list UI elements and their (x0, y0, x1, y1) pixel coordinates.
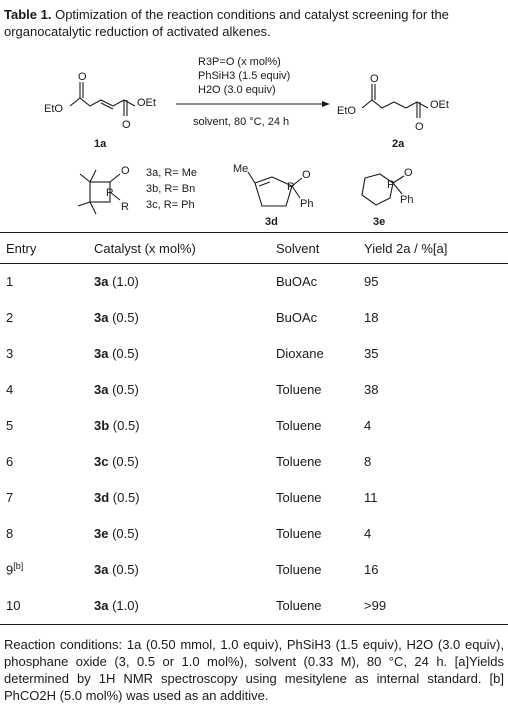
entry-value: 5 (6, 417, 14, 433)
cell-entry (0, 371, 94, 407)
cell-solvent (276, 407, 364, 443)
catalyst-id: 3a (94, 561, 109, 577)
table-caption (4, 6, 504, 40)
product-structure (362, 84, 428, 118)
catalyst-id: 3a (94, 273, 109, 289)
catalyst-loading: (0.5) (112, 453, 139, 469)
cell-yield (364, 515, 508, 551)
caption-text: Optimization of the reaction conditions and catalyst screening for the organocatalytic reduction of activated alkenes. (4, 7, 449, 39)
cell-solvent (276, 299, 364, 335)
catalyst-loading: (0.5) (112, 309, 139, 325)
atom-o: O (404, 167, 413, 179)
atom-oet: OEt (430, 99, 449, 111)
solvent-value: BuOAc (276, 309, 318, 325)
solvent-value: Toluene (276, 561, 322, 577)
cell-yield (364, 479, 508, 515)
yield-value: >99 (364, 597, 387, 613)
atom-ph: Ph (300, 198, 314, 210)
atom-o: O (121, 165, 130, 177)
atom-eto: EtO (44, 103, 63, 115)
header-yield: Yield 2a / %[a] (364, 240, 448, 256)
yield-value: 18 (364, 309, 379, 325)
solvent-value: Toluene (276, 453, 322, 469)
entry-value: 10 (6, 597, 21, 613)
atom-p: P (287, 181, 295, 193)
catalyst-loading: (1.0) (112, 597, 139, 613)
atom-me: Me (233, 163, 249, 175)
atom-o: O (78, 71, 87, 83)
cell-catalyst (94, 551, 276, 587)
solvent-value: Toluene (276, 417, 322, 433)
catalyst-loading: (0.5) (112, 489, 140, 505)
cell-entry (0, 587, 94, 623)
catalyst-loading: (0.5) (112, 381, 139, 397)
table-header-row (0, 233, 508, 263)
atom-ph: Ph (400, 194, 414, 206)
yield-value: 4 (364, 417, 372, 433)
condition-2: PhSiH3 (1.5 equiv) (198, 70, 291, 82)
scheme-drawing (0, 48, 508, 230)
cell-yield (364, 371, 508, 407)
catalyst-3c-label: 3c, R= Ph (146, 199, 195, 211)
cell-entry (0, 299, 94, 335)
atom-o: O (122, 119, 131, 131)
atom-oet: OEt (137, 97, 156, 109)
cell-catalyst (94, 299, 276, 335)
catalyst-loading: (0.5) (112, 561, 139, 577)
cell-catalyst (94, 443, 276, 479)
entry-value: 9 (6, 562, 14, 578)
catalyst-id: 3e (94, 525, 109, 541)
condition-below: solvent, 80 °C, 24 h (193, 116, 290, 128)
catalyst-id: 3a (94, 309, 109, 325)
table-bottom-rule (0, 624, 508, 625)
entry-value: 3 (6, 345, 14, 361)
solvent-value: BuOAc (276, 273, 318, 289)
header-catalyst: Catalyst (x mol%) (94, 240, 196, 256)
yield-value: 8 (364, 453, 372, 469)
cell-catalyst (94, 407, 276, 443)
cell-solvent (276, 587, 364, 623)
entry-value: 2 (6, 309, 14, 325)
cell-yield (364, 587, 508, 623)
entry-value: 6 (6, 453, 14, 469)
table-row (0, 407, 508, 443)
yield-value: 35 (364, 345, 379, 361)
yield-value: 11 (364, 489, 378, 505)
header-entry: Entry (6, 240, 37, 256)
entry-footnote-mark: [b] (13, 560, 24, 571)
catalyst-id: 3a (94, 381, 109, 397)
header-solvent: Solvent (276, 240, 320, 256)
table-row (0, 443, 508, 479)
cell-entry (0, 335, 94, 371)
catalyst-id: 3c (94, 453, 109, 469)
entry-value: 4 (6, 381, 14, 397)
catalyst-loading: (0.5) (112, 525, 139, 541)
catalyst-loading: (0.5) (112, 345, 139, 361)
cell-solvent (276, 371, 364, 407)
cell-catalyst (94, 335, 276, 371)
table-row (0, 263, 508, 299)
entry-value: 8 (6, 525, 14, 541)
atom-p: P (106, 187, 114, 199)
reactant-structure (70, 82, 135, 116)
table-row (0, 335, 508, 371)
reactant-label: 1a (94, 138, 107, 150)
catalyst-id: 3a (94, 345, 109, 361)
cell-catalyst (94, 515, 276, 551)
table-row (0, 515, 508, 551)
cell-catalyst (94, 263, 276, 299)
table-row (0, 587, 508, 623)
solvent-value: Dioxane (276, 345, 324, 361)
phosphetane-structure (78, 170, 120, 214)
atom-p: P (387, 179, 395, 191)
caption-label: Table 1. (4, 7, 52, 22)
solvent-value: Toluene (276, 597, 322, 613)
cell-solvent (276, 551, 364, 587)
entry-value: 1 (6, 273, 14, 289)
table-row (0, 299, 508, 335)
catalyst-id: 3a (94, 597, 109, 613)
cell-entry (0, 551, 94, 587)
entry-value: 7 (6, 489, 14, 505)
atom-eto: EtO (337, 105, 356, 117)
phosphinane-structure (362, 174, 404, 205)
catalyst-3a-label: 3a, R= Me (146, 167, 198, 179)
cell-yield (364, 335, 508, 371)
catalyst-3d-label: 3d (265, 216, 278, 228)
cell-entry (0, 263, 94, 299)
atom-r: R (121, 201, 129, 213)
catalyst-id: 3b (94, 417, 110, 433)
table-footnote: Reaction conditions: 1a (0.50 mmol, 1.0 equiv), PhSiH3 (1.5 equiv), H2O (3.0 equiv), phosphane oxide (3, 0.5 or 1.0 mol%), solvent (0.33 M), 80 °C, 24 h. [a]Yields determined by 1H NMR spectroscopy using mesitylene as internal standard. [b] PhCO2H (5.0 mol%) was used as an additive. (4, 637, 504, 703)
solvent-value: Toluene (276, 525, 322, 541)
yield-value: 95 (364, 273, 379, 289)
catalyst-loading: (1.0) (112, 273, 139, 289)
cell-catalyst (94, 587, 276, 623)
cell-solvent (276, 515, 364, 551)
table-row (0, 551, 508, 587)
reaction-scheme (0, 48, 508, 230)
cell-solvent (276, 335, 364, 371)
cell-entry (0, 479, 94, 515)
catalyst-id: 3d (94, 489, 110, 505)
cell-catalyst (94, 479, 276, 515)
header-rule (0, 263, 508, 264)
cell-solvent (276, 443, 364, 479)
cell-catalyst (94, 371, 276, 407)
solvent-value: Toluene (276, 489, 322, 505)
cell-yield (364, 443, 508, 479)
condition-1: R3P=O (x mol%) (198, 56, 281, 68)
atom-o: O (302, 169, 311, 181)
solvent-value: Toluene (276, 381, 322, 397)
yield-value: 4 (364, 525, 372, 541)
cell-yield (364, 263, 508, 299)
cell-yield (364, 407, 508, 443)
cell-solvent (276, 263, 364, 299)
atom-o: O (370, 73, 379, 85)
table-row (0, 479, 508, 515)
cell-entry (0, 443, 94, 479)
atom-o: O (415, 121, 424, 133)
results-table (0, 233, 508, 623)
cell-entry (0, 407, 94, 443)
catalyst-3b-label: 3b, R= Bn (146, 183, 196, 195)
cell-solvent (276, 479, 364, 515)
yield-value: 16 (364, 561, 379, 577)
catalyst-loading: (0.5) (112, 417, 140, 433)
cell-yield (364, 551, 508, 587)
condition-3: H2O (3.0 equiv) (198, 84, 276, 96)
cell-yield (364, 299, 508, 335)
table-row (0, 371, 508, 407)
cell-entry (0, 515, 94, 551)
catalyst-3e-label: 3e (373, 216, 386, 228)
yield-value: 38 (364, 381, 379, 397)
product-label: 2a (392, 138, 405, 150)
